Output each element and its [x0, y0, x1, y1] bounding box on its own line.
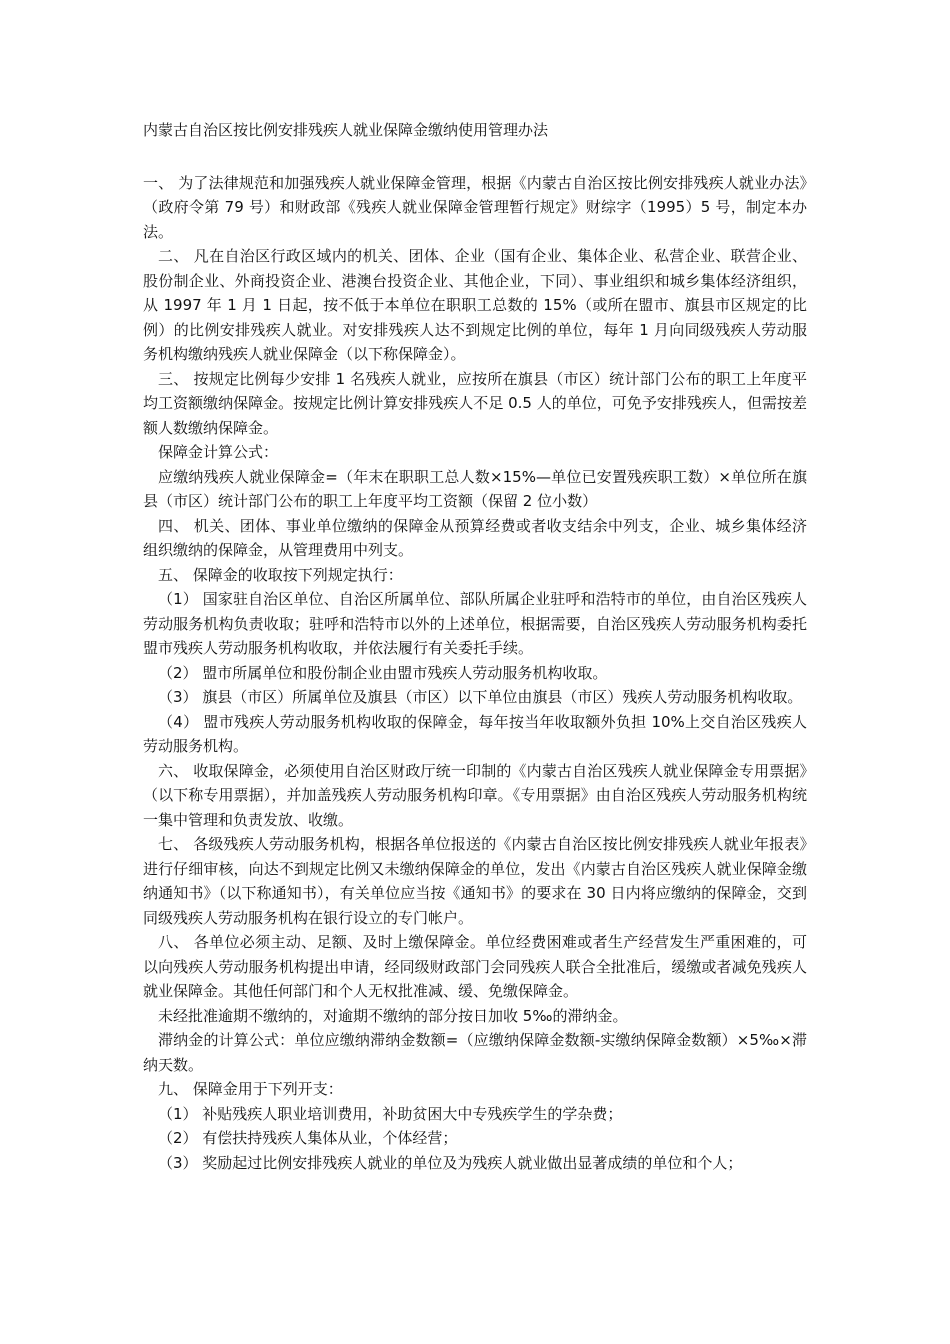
paragraph-item-5-3: （3） 旗县（市区）所属单位及旗县（市区）以下单位由旗县（市区）残疾人劳动服务机构收取。	[158, 688, 803, 706]
paragraph-item-9-2: （2） 有偿扶持残疾人集体从业，个体经营；	[158, 1129, 458, 1147]
paragraph-article-5: 五、 保障金的收取按下列规定执行：	[158, 565, 403, 584]
paragraph-late-fee-formula: 滞纳金的计算公式：单位应缴纳滞纳金数额=（应缴纳保障金数额-实缴纳保障金数额）×5‰×滞纳天数。	[143, 1031, 807, 1074]
paragraph-formula: 应缴纳残疾人就业保障金=（年末在职职工总人数×15%—单位已安置残疾职工数）×单位所在旗县（市区）统计部门公布的职工上年度平均工资额（保留 2 位小数）	[143, 467, 807, 510]
paragraph-article-3: 三、 按规定比例每少安排 1 名残疾人就业，应按所在旗县（市区）统计部门公布的职工上年度平均工资额缴纳保障金。按规定比例计算安排残疾人不足 0.5 人的单位，可免予安排残疾人，但需按差额人数缴纳保障金。	[143, 369, 807, 437]
paragraph-article-4: 四、 机关、团体、事业单位缴纳的保障金从预算经费或者收支结余中列支，企业、城乡集体经济组织缴纳的保障金，从管理费用中列支。	[143, 516, 807, 559]
document-title: 内蒙古自治区按比例安排残疾人就业保障金缴纳使用管理办法	[143, 121, 549, 139]
paragraph-article-1: 一、 为了法律规范和加强残疾人就业保障金管理，根据《内蒙古自治区按比例安排残疾人就业办法》（政府令第 79 号）和财政部《残疾人就业保障金管理暂行规定》财综字（1995）5 号，制定本办法。	[143, 173, 807, 241]
paragraph-article-9: 九、 保障金用于下列开支：	[158, 1080, 343, 1098]
paragraph-item-5-4: （4） 盟市残疾人劳动服务机构收取的保障金，每年按当年收取额外负担 10%上交自治区残疾人劳动服务机构。	[143, 712, 807, 755]
paragraph-article-2: 二、 凡在自治区行政区域内的机关、团体、企业（国有企业、集体企业、私营企业、联营企业、股份制企业、外商投资企业、港澳台投资企业、其他企业，下同）、事业组织和城乡集体经济组织，从 1997 年 1 月 1 日起，按不低于本单位在职职工总数的 15%（或所在盟市、旗县市区规定的比例）的比例安排残疾人就业。对安排残疾人达不到规定比例的单位，每年 1 月向同级残疾人劳动服务机构缴纳残疾人就业保障金（以下称保障金）。	[143, 247, 807, 363]
paragraph-item-5-1: （1） 国家驻自治区单位、自治区所属单位、部队所属企业驻呼和浩特市的单位，由自治区残疾人劳动服务机构负责收取；驻呼和浩特市以外的上述单位，根据需要，自治区残疾人劳动服务机构委托盟市残疾人劳动服务机构收取，并依法履行有关委托手续。	[143, 590, 807, 657]
paragraph-article-6: 六、 收取保障金，必须使用自治区财政厅统一印制的《内蒙古自治区残疾人就业保障金专用票据》（以下称专用票据），并加盖残疾人劳动服务机构印章。《专用票据》由自治区残疾人劳动服务机构统一集中管理和负责发放、收缴。	[143, 761, 807, 829]
document-body	[143, 118, 807, 1175]
paragraph-late-fee: 未经批准逾期不缴纳的，对逾期不缴纳的部分按日加收 5‰的滞纳金。	[158, 1006, 628, 1025]
paragraph-formula-label: 保障金计算公式：	[158, 443, 279, 461]
paragraph-article-7: 七、 各级残疾人劳动服务机构，根据各单位报送的《内蒙古自治区按比例安排残疾人就业年报表》进行仔细审核，向达不到规定比例又未缴纳保障金的单位，发出《内蒙古自治区残疾人就业保障金缴纳通知书》（以下称通知书），有关单位应当按《通知书》的要求在 30 日内将应缴纳的保障金，交到同级残疾人劳动服务机构在银行设立的专门帐户。	[143, 835, 807, 927]
paragraph-article-8: 八、 各单位必须主动、足额、及时上缴保障金。单位经费困难或者生产经营发生严重困难的，可以向残疾人劳动服务机构提出申请，经同级财政部门会同残疾人联合全批准后，缓缴或者减免残疾人就业保障金。其他任何部门和个人无权批准减、缓、免缴保障金。	[143, 933, 807, 1000]
paragraph-item-5-2: （2） 盟市所属单位和股份制企业由盟市残疾人劳动服务机构收取。	[158, 663, 608, 682]
paragraph-item-9-1: （1） 补贴残疾人职业培训费用，补助贫困大中专残疾学生的学杂费；	[158, 1104, 623, 1123]
paragraph-item-9-3: （3） 奖励起过比例安排残疾人就业的单位及为残疾人就业做出显著成绩的单位和个人；	[158, 1153, 743, 1172]
